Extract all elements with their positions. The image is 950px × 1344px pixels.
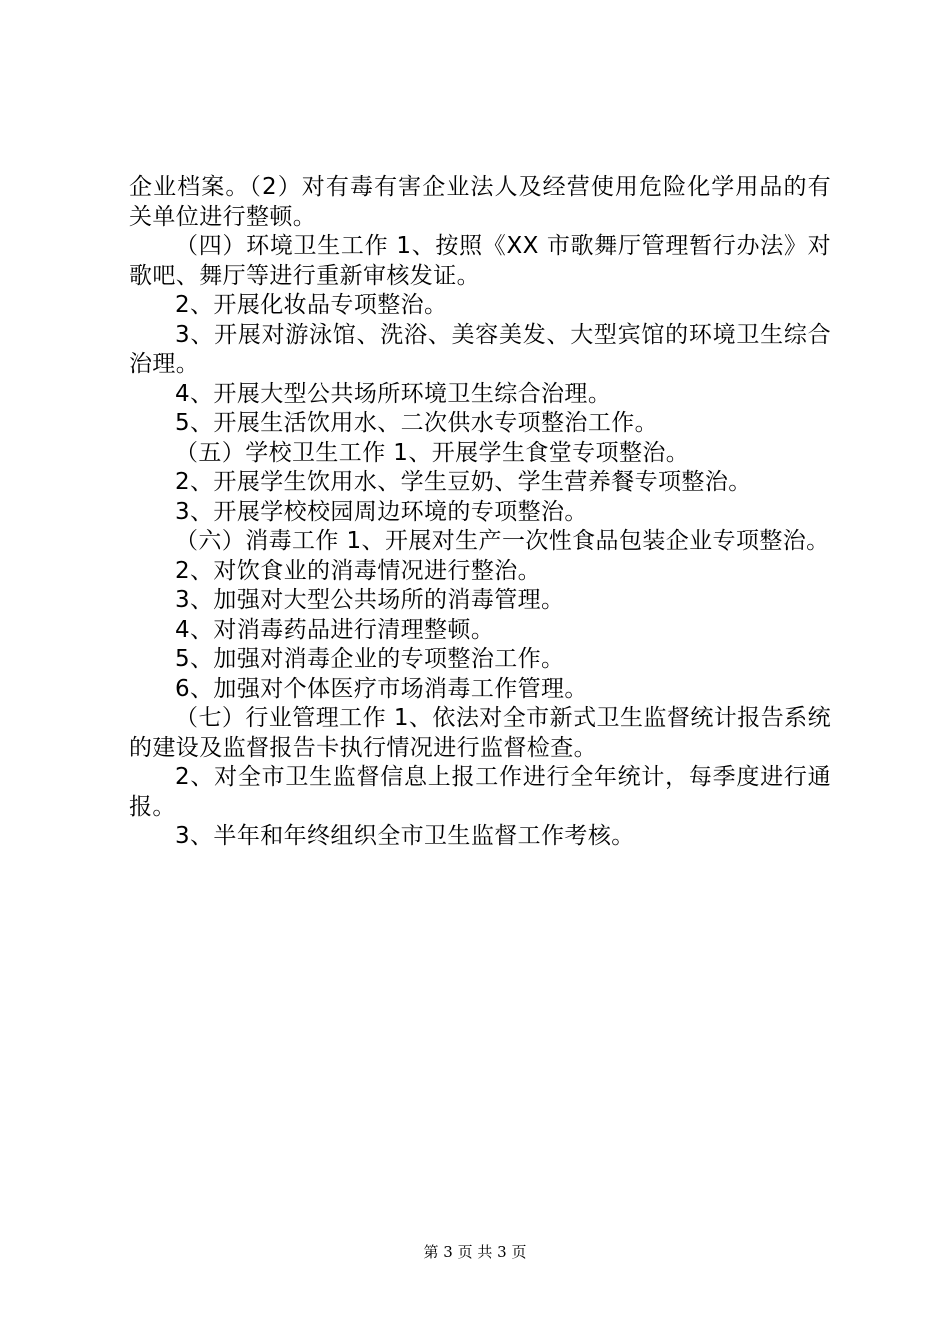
paragraph-9: 3、开展学校校园周边环境的专项整治。 — [175, 498, 588, 525]
paragraph-12: 3、加强对大型公共场所的消毒管理。 — [175, 587, 565, 613]
paragraph-14: 5、加强对消毒企业的专项整治工作。 — [175, 646, 565, 672]
paragraph-13: 4、对消毒药品进行清理整顿。 — [175, 616, 495, 643]
page-footer — [0, 1242, 950, 1262]
paragraph-3: 2、开展化妆品专项整治。 — [175, 292, 448, 318]
paragraph-1: 企业档案。（2）对有毒有害企业法人及经营使用危险化学用品的有关单位进行整顿。 — [129, 174, 831, 230]
paragraph-16: （七）行业管理工作 1、依法对全市新式卫生监督统计报告系统的建设及监督报告卡执行情况进行监督检查。 — [129, 705, 831, 761]
paragraph-6: 5、开展生活饮用水、二次供水专项整治工作。 — [175, 410, 659, 436]
paragraph-18: 3、半年和年终组织全市卫生监督工作考核。 — [175, 823, 635, 849]
paragraph-7: （五）学校卫生工作 1、开展学生食堂专项整治。 — [175, 439, 690, 466]
paragraph-8: 2、开展学生饮用水、学生豆奶、学生营养餐专项整治。 — [175, 469, 752, 495]
paragraph-17: 2、对全市卫生监督信息上报工作进行全年统计，每季度进行通报。 — [129, 764, 831, 820]
paragraph-5: 4、开展大型公共场所环境卫生综合治理。 — [175, 380, 612, 407]
document-body — [129, 173, 831, 852]
paragraph-11: 2、对饮食业的消毒情况进行整治。 — [175, 557, 542, 584]
paragraph-15: 6、加强对个体医疗市场消毒工作管理。 — [175, 675, 588, 702]
paragraph-10: （六）消毒工作 1、开展对生产一次性食品包装企业专项整治。 — [175, 528, 830, 554]
page-number: 第 3 页 共 3 页 — [423, 1243, 527, 1261]
paragraph-2: （四）环境卫生工作 1、按照《XX 市歌舞厅管理暂行办法》对歌吧、舞厅等进行重新审核发证。 — [129, 233, 831, 289]
paragraph-4: 3、开展对游泳馆、洗浴、美容美发、大型宾馆的环境卫生综合治理。 — [129, 321, 831, 377]
